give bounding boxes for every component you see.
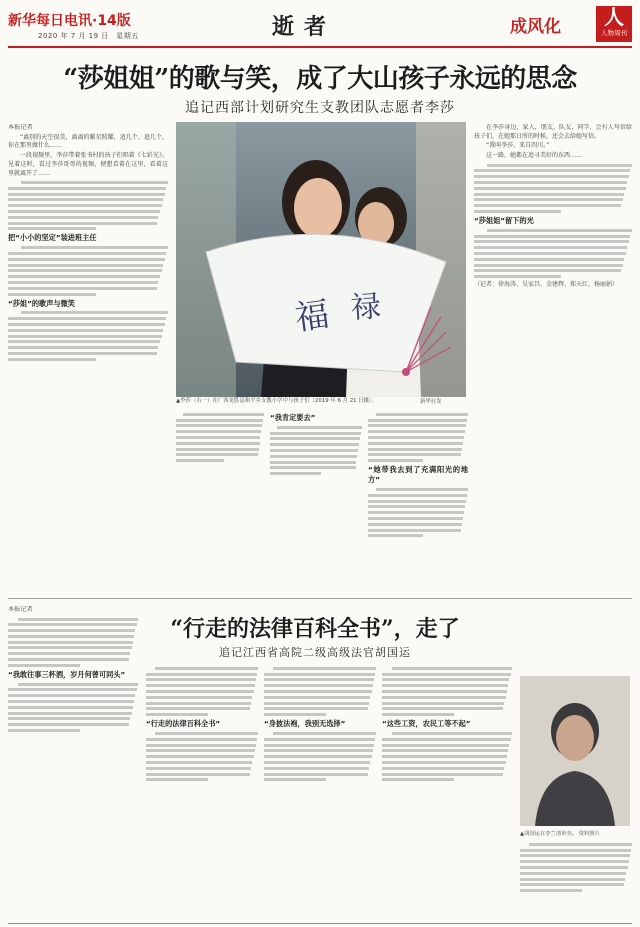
text-line [277, 426, 362, 429]
text-line [21, 246, 168, 249]
text-line [368, 494, 467, 497]
text-line [264, 707, 368, 710]
text-line [176, 448, 259, 451]
text-line [270, 443, 359, 446]
text-line [368, 500, 466, 503]
text-line [8, 340, 160, 343]
text-line [8, 216, 158, 219]
text-line [368, 453, 461, 456]
text-line [8, 723, 129, 726]
text-line [474, 204, 621, 207]
text-line [176, 419, 263, 422]
text-line [8, 258, 165, 261]
text-line [8, 227, 96, 230]
text-line [520, 889, 582, 892]
text-line [8, 193, 165, 196]
text-line [382, 749, 508, 752]
text-line [474, 264, 623, 267]
text-line [273, 667, 376, 670]
article2-subheadline: 追记江西省高院二级高级法官胡国运 [219, 646, 411, 659]
text-line [8, 358, 96, 361]
text-line [8, 335, 162, 338]
text-line [264, 755, 372, 758]
text-line [474, 235, 630, 238]
text-line [382, 702, 504, 705]
text-line [520, 849, 631, 852]
text-line [146, 713, 208, 716]
text-line [368, 505, 465, 508]
subhead: “行走的法律百科全书” [146, 719, 221, 729]
text-line [8, 712, 132, 715]
photo-credit: 新华社发 [420, 399, 442, 405]
text-line [8, 281, 158, 284]
text-line [176, 424, 262, 427]
text-line [382, 713, 454, 716]
text-line [382, 755, 507, 758]
text-line [382, 690, 507, 693]
subhead: “莎姐姐”留下的光 [474, 215, 534, 225]
photo-caption: ▲李莎（右一）在广西龙胜县和平乡支教小学中与孩子们（2019 年 6 月 21 日摄）。 [176, 398, 378, 404]
text-line [8, 204, 162, 207]
article1-subheadline: 追记西部计划研究生支教团队志愿者李莎 [185, 100, 455, 116]
subhead: “身披法袍，我别无选择” [264, 719, 346, 729]
text-line [474, 198, 623, 201]
text-line [487, 229, 632, 232]
text-line [474, 258, 624, 261]
text-line [8, 252, 166, 255]
subhead: “莎姐”的歌声与微笑 [8, 298, 75, 308]
text-line [474, 169, 630, 172]
text-line [474, 269, 621, 272]
text-line [146, 767, 251, 770]
text-line [474, 240, 629, 243]
text-line [382, 684, 508, 687]
reporter-label: 本报记者 [8, 124, 33, 131]
text-line [146, 738, 257, 741]
logo-text: 人物周刊 [601, 29, 627, 37]
text-line [382, 707, 503, 710]
text-line [264, 749, 373, 752]
text-line [376, 488, 468, 491]
section-title: 逝者 [272, 14, 337, 40]
text-line [474, 187, 626, 190]
subhead: “她带我去到了充满阳光的地方” [368, 465, 468, 485]
text-line [146, 749, 255, 752]
text-line [18, 683, 138, 686]
text-line [21, 181, 168, 184]
text-line [368, 436, 464, 439]
text-line [146, 673, 257, 676]
text-line [520, 866, 628, 869]
portrait-illustration [520, 676, 630, 826]
text-line [176, 459, 224, 462]
article2-headline: “行走的法律百科全书”，走了 [170, 616, 460, 642]
paragraph: 这一路，她都在追寻美好的东西…… [486, 152, 583, 160]
text-line [8, 635, 134, 638]
text-line [474, 210, 561, 213]
text-line [8, 323, 165, 326]
text-line [368, 448, 462, 451]
text-line [474, 246, 627, 249]
text-line [8, 269, 162, 272]
article1-headline: “莎姐姐”的歌与笑，成了大山孩子永远的思念 [63, 64, 577, 94]
text-line [264, 773, 368, 776]
text-line [8, 352, 157, 355]
text-line [8, 700, 134, 703]
text-line [8, 729, 80, 732]
text-line [474, 252, 626, 255]
text-line [474, 181, 627, 184]
article2-column-1 [8, 606, 138, 922]
subhead: “这些工资，农民工等不起” [382, 719, 471, 729]
text-line [264, 738, 375, 741]
text-line [146, 707, 250, 710]
subhead: 把“小小的坚定”装进班主任 [8, 233, 97, 243]
text-line [8, 629, 135, 632]
svg-text:福: 福 [292, 294, 332, 339]
text-line [8, 717, 130, 720]
text-line [8, 641, 133, 644]
text-line [146, 744, 256, 747]
text-line [8, 329, 163, 332]
text-line [146, 778, 208, 781]
text-line [8, 187, 166, 190]
text-line [264, 761, 370, 764]
text-line [264, 684, 373, 687]
text-line [264, 696, 370, 699]
issue-date: 2020 年 7 月 19 日 星期五 [38, 32, 139, 40]
portrait-caption: ▲胡国运在李兰清单旁。 资料照片 [520, 831, 600, 837]
text-line [264, 713, 326, 716]
text-line [270, 461, 356, 464]
paragraph: 一段视频里，李莎带着张书村的孩子们唱着《七彩光》。见着这时，看过李莎哥哥的视频，便想看着在这里，看着这里就离开了…… [8, 152, 168, 177]
article1-column-3 [270, 410, 362, 592]
text-line [368, 419, 467, 422]
text-line [368, 534, 423, 537]
text-line [146, 702, 251, 705]
article2-column-2 [146, 664, 258, 922]
text-line [8, 210, 160, 213]
text-line [368, 517, 463, 520]
text-line [270, 472, 321, 475]
photo-illustration [176, 122, 466, 397]
header-rule [8, 46, 632, 48]
article1-column-4 [368, 410, 468, 592]
judge-portrait [520, 676, 630, 826]
text-line [264, 690, 372, 693]
text-line [155, 667, 258, 670]
text-line [8, 646, 132, 649]
text-line [8, 346, 158, 349]
text-line [368, 424, 466, 427]
text-line [176, 436, 260, 439]
text-line [264, 778, 326, 781]
byline: （记者：徐海涛、吴家昌、金建辉、郑天红、杨丽娟） [474, 281, 619, 289]
text-line [146, 690, 254, 693]
text-line [368, 511, 464, 514]
subhead: “我肯定要去” [270, 413, 316, 422]
text-line [264, 702, 369, 705]
text-line [8, 287, 157, 290]
text-line [8, 264, 163, 267]
subhead: “我敢往事三杯酒，岁月何曾可同头” [8, 669, 126, 679]
text-line [270, 449, 358, 452]
article2-column-3 [264, 664, 376, 922]
text-line [368, 523, 462, 526]
text-line [8, 293, 96, 296]
text-line [368, 459, 423, 462]
article1-column-5 [474, 124, 632, 594]
text-line [273, 732, 376, 735]
text-line [146, 761, 252, 764]
text-line [146, 755, 254, 758]
text-line [8, 623, 137, 626]
text-line [176, 442, 260, 445]
article1-photo [176, 122, 466, 397]
text-line [520, 872, 626, 875]
text-line [155, 732, 258, 735]
text-line [382, 761, 506, 764]
article1-column-1 [8, 124, 168, 594]
text-line [368, 430, 465, 433]
people-weekly-logo [596, 6, 632, 42]
text-line [8, 652, 130, 655]
text-line [382, 738, 511, 741]
reporter-label: 本报记者 [8, 606, 33, 613]
text-line [382, 696, 506, 699]
article2-column-5 [520, 840, 632, 922]
text-line [376, 413, 468, 416]
text-line [382, 778, 454, 781]
text-line [382, 767, 504, 770]
text-line [176, 430, 261, 433]
text-line [392, 732, 512, 735]
text-line [270, 432, 361, 435]
text-line [264, 767, 369, 770]
text-line [474, 175, 629, 178]
logo-character: 人 [604, 5, 624, 29]
text-line [474, 275, 561, 278]
text-line [8, 694, 135, 697]
text-line [368, 442, 463, 445]
text-line [146, 684, 255, 687]
text-line [382, 673, 511, 676]
text-line [21, 311, 168, 314]
text-line [8, 706, 133, 709]
text-line [8, 317, 166, 320]
text-line [183, 413, 264, 416]
text-line [146, 678, 256, 681]
text-line [392, 667, 512, 670]
text-line [382, 773, 503, 776]
text-line [520, 860, 629, 863]
text-line [8, 275, 160, 278]
text-line [8, 658, 129, 661]
article2-column-4 [382, 664, 512, 922]
text-line [270, 455, 357, 458]
text-line [176, 453, 258, 456]
text-line [264, 744, 374, 747]
text-line [264, 673, 375, 676]
article1-column-2 [176, 410, 264, 592]
text-line [18, 618, 138, 621]
text-line [146, 696, 252, 699]
article-divider [8, 598, 632, 599]
bottom-rule [8, 923, 632, 924]
paragraph: 在李莎身边，家人，朋友，队友，同学，会有人写信给孩子们，在她那日所的时候，还会去给她写信。 [474, 124, 632, 140]
text-line [520, 878, 625, 881]
text-line [368, 529, 461, 532]
text-line [8, 198, 163, 201]
text-line [270, 466, 356, 469]
text-line [264, 678, 374, 681]
newspaper-name: 新华每日电讯·14版 [8, 13, 131, 29]
paragraph: “离别的天空很美，离离的繁星照耀，追几个、追几个，你在那里做什么…… [8, 133, 168, 150]
text-line [8, 222, 157, 225]
svg-text:禄: 禄 [349, 289, 382, 327]
text-line [8, 688, 137, 691]
column-title: 成风化 [510, 17, 561, 37]
text-line [270, 437, 360, 440]
text-line [529, 843, 632, 846]
text-line [474, 193, 624, 196]
text-line [382, 744, 509, 747]
text-line [146, 773, 250, 776]
text-line [382, 678, 509, 681]
text-line [520, 854, 630, 857]
paragraph: “我叫李莎，来自四川。” [486, 142, 550, 150]
text-line [520, 883, 624, 886]
text-line [8, 664, 80, 667]
text-line [487, 164, 632, 167]
